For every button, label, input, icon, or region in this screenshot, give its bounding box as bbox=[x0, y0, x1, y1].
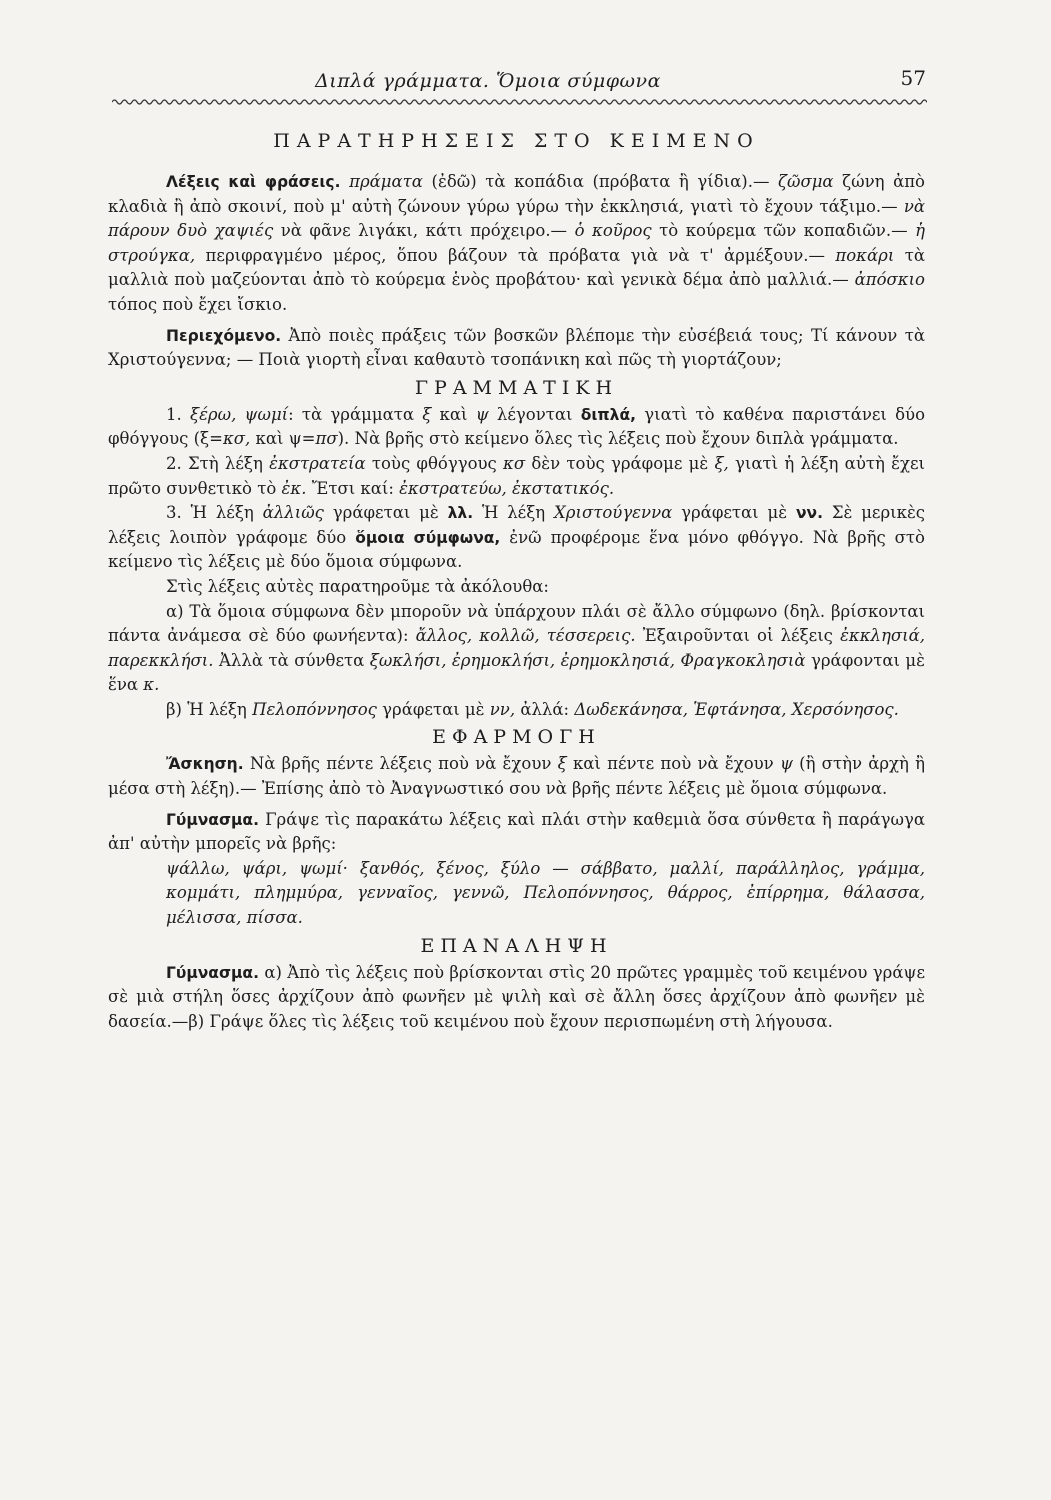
example-word: Πελοπόννησος bbox=[252, 699, 377, 719]
rule-text: καὶ ψ= bbox=[255, 429, 316, 449]
example-word: ἀλλιῶς bbox=[262, 503, 324, 523]
exercise-text: (ἢ στὴν ἀρχὴ ἢ μέσα στὴ λέξη).— Ἐπίσης ἀπὸ τὸ Ἀναγνωστικό σου νὰ βρῆς πέντε λέξεις μὲ ὅμοια σύμφωνα. bbox=[108, 754, 926, 799]
content-paragraph bbox=[108, 324, 925, 373]
review-heading: ΕΠΑΝΑΛΗΨΗ bbox=[420, 934, 613, 957]
rule-text: γράφονται μὲ ἕνα bbox=[108, 650, 926, 695]
rule-text: Ἡ λέξη bbox=[190, 503, 254, 523]
vocab-term: νὰ πάρουν δυὸ χαψιές bbox=[108, 196, 925, 241]
letter-xi: ξ bbox=[422, 404, 432, 424]
wavy-rule-line bbox=[112, 100, 927, 104]
letter-xi: ξ bbox=[557, 754, 567, 774]
drill-text: Γράψε τὶς παρακάτω λέξεις καὶ πλάι στὴν καθεμιὰ ὅσα σύνθετα ἢ παράγωγα ἀπ' αὐτὴν μπορεῖς νὰ βρῆς: bbox=[108, 809, 925, 854]
rule-text: λέγονται bbox=[496, 404, 573, 424]
drill-label: Γύμνασμα. bbox=[166, 810, 259, 829]
page-number: 57 bbox=[900, 66, 926, 90]
term-bold: διπλά, bbox=[580, 405, 637, 424]
example-words: ἐκστρατεύω, ἐκστατικός. bbox=[399, 478, 615, 498]
example-word: ἐκστρατεία bbox=[269, 453, 366, 473]
rule-text: Ἀλλὰ τὰ σύνθετα bbox=[219, 650, 365, 670]
vocab-term: πράματα bbox=[349, 172, 423, 191]
example-words: ξωκλήσι, ἐρημοκλήσι, ἐρημοκλησιά, Φραγκοκλησιὰ bbox=[369, 650, 806, 670]
letter-psi: ψ bbox=[475, 404, 489, 424]
rule-number: 1. bbox=[166, 404, 182, 424]
running-title: Διπλά γράμματα. Ὅμοια σύμφωνα bbox=[315, 70, 661, 92]
letters-ll: λλ. bbox=[447, 504, 474, 523]
rule-text: καὶ bbox=[439, 404, 468, 424]
vocab-label: Λέξεις καὶ φράσεις. bbox=[166, 173, 341, 191]
letter-psi: ψ bbox=[779, 754, 793, 774]
prefix-ek: ἐκ. bbox=[281, 478, 307, 498]
vocab-def: τὸ κούρεμα τῶν κοπαδιῶν.— bbox=[659, 221, 908, 241]
rule-text: γράφεται μὲ bbox=[681, 503, 788, 523]
rule-text: Ἐξαιροῦνται οἱ λέξεις bbox=[642, 626, 833, 646]
letter-k: κ. bbox=[143, 675, 160, 695]
rule-text: γράφεται μὲ bbox=[332, 503, 439, 523]
grammar-rule-3 bbox=[108, 501, 925, 575]
vocab-def: (ἐδῶ) τὰ κοπάδια (πρόβατα ἢ γίδια).— bbox=[431, 172, 770, 191]
rule-text: τοὺς φθόγγους bbox=[371, 453, 497, 473]
rule-text: : τὰ γράμματα bbox=[288, 404, 414, 424]
vocab-def: περιφραγμένο μέρος, ὅπου βάζουν τὰ πρόβατα γιὰ νὰ τ' ἀρμέξουν.— bbox=[205, 245, 825, 265]
rule-text: γιατὶ ἡ λέξη αὐτὴ ἔχει πρῶτο συνθετικὸ τὸ bbox=[108, 453, 925, 498]
drill-paragraph bbox=[108, 808, 925, 857]
letters-ps: πσ bbox=[315, 429, 338, 449]
grammar-rule-1 bbox=[108, 403, 925, 452]
review-label: Γύμνασμα. bbox=[166, 963, 259, 982]
review-paragraph bbox=[108, 961, 925, 1035]
rule-text: Ἔτσι καί: bbox=[311, 478, 394, 498]
rule-number: 3. bbox=[166, 503, 182, 523]
application-heading: ΕΦΑΡΜΟΓΗ bbox=[432, 726, 601, 749]
vocab-term: ἡ στρούγκα, bbox=[108, 221, 925, 265]
vocab-paragraph bbox=[108, 170, 925, 318]
page-body bbox=[108, 126, 925, 1034]
grammar-heading: ΓΡΑΜΜΑΤΙΚΗ bbox=[414, 376, 619, 399]
letter-xi: ξ, bbox=[714, 453, 729, 473]
grammar-point-a bbox=[108, 600, 925, 698]
example-words: ξέρω, ψωμί bbox=[189, 404, 289, 424]
example-words: ἐκκλησιά, παρεκκλήσι. bbox=[108, 626, 926, 670]
rule-text: Ἡ λέξη bbox=[481, 503, 546, 523]
letters-ks: κσ bbox=[503, 453, 526, 473]
example-words: ἄλλος, κολλῶ, τέσσερεις. bbox=[415, 626, 636, 646]
vocab-term: ἀπόσκιο bbox=[854, 270, 925, 290]
rule-text: ἀλλά: bbox=[520, 699, 570, 719]
vocab-term: ζῶσμα bbox=[778, 172, 834, 191]
content-text: Ἀπὸ ποιὲς πράξεις τῶν βοσκῶν βλέπομε τὴν εὐσέβειά τους; Τί κάνουν τὰ Χριστούγεννα; — Ποιὰ γιορτὴ εἶναι καθαυτὸ τσοπάνικη καὶ πῶς τὴ γιορτάζουν; bbox=[108, 325, 925, 370]
vocab-term: ποκάρι bbox=[835, 245, 895, 265]
vocab-def: ζώνη ἀπὸ κλαδιὰ ἢ ἀπὸ σκοινί, ποὺ μ' αὐτὴ ζώνουν γύρω γύρω τὴν ἐκκλησιά, γιατὶ τὸ ἔχουν τάξιμο.— bbox=[108, 172, 925, 216]
rule-text: γιατὶ τὸ καθένα παριστάνει δύο φθόγγους (ξ= bbox=[108, 404, 926, 449]
letters-nn: νν, bbox=[489, 699, 516, 719]
notes-heading: ΠΑΡΑΤΗΡΗΣΕΙΣ ΣΤΟ ΚΕΙΜΕΝΟ bbox=[273, 130, 760, 152]
letters-nn: νν. bbox=[795, 504, 823, 523]
rule-number: 2. bbox=[166, 453, 182, 473]
exercise-label: Ἄσκηση. bbox=[166, 755, 244, 774]
wavy-rule bbox=[112, 96, 927, 108]
drill-word-list: ψάλλω, ψάρι, ψωμί· ξανθός, ξένος, ξύλο — σάββατο, μαλλί, παράλληλος, γράμμα, κομμάτι, πλημμύρα, γενναῖος, γεννῶ, Πελοπόννησος, θάρρος, ἐπίρρημα, θάλασσα, μέλισσα, πίσσα. bbox=[166, 858, 925, 928]
rule-text: ἐνῶ προφέρομε ἕνα μόνο φθόγγο. Νὰ βρῆς στὸ κείμενο τὶς λέξεις μὲ δύο ὅμοια σύμφωνα. bbox=[108, 527, 925, 572]
vocab-def: τόπος ποὺ ἔχει ἴσκιο. bbox=[108, 294, 288, 314]
term-bold: ὅμοια σύμφωνα, bbox=[355, 528, 501, 547]
exercise-text: καὶ πέντε ποὺ νὰ ἔχουν bbox=[572, 754, 774, 774]
rule-text: ). Νὰ βρῆς στὸ κείμενο ὅλες τὶς λέξεις ποὺ ἔχουν διπλὰ γράμματα. bbox=[337, 429, 899, 449]
example-words: Δωδεκάνησα, Ἑφτάνησα, Χερσόνησος. bbox=[574, 699, 899, 719]
rule-text: Στὴ λέξη bbox=[187, 453, 263, 473]
vocab-def: τὰ μαλλιὰ ποὺ μαζεύονται ἀπὸ τὸ κούρεμα ἑνὸς προβάτου· καὶ γενικὰ δέμα ἀπὸ μαλλιά.— bbox=[108, 245, 926, 290]
grammar-point-b bbox=[108, 698, 925, 723]
rule-text: α) Τὰ ὅμοια σύμφωνα δὲν μποροῦν νὰ ὑπάρχουν πλάι σὲ ἄλλο σύμφωνο (δηλ. βρίσκονται πάντα ἀνάμεσα σὲ δύο φωνήεντα): bbox=[108, 601, 925, 646]
rule-text: γράφεται μὲ bbox=[382, 699, 485, 719]
exercise-text: Νὰ βρῆς πέντε λέξεις ποὺ νὰ ἔχουν bbox=[249, 754, 552, 774]
vocab-term: ὁ κοῦρος bbox=[574, 221, 652, 241]
exercise-paragraph bbox=[108, 752, 925, 801]
example-word: Χριστούγεννα bbox=[554, 503, 673, 523]
rule-text: β) Ἡ λέξη bbox=[166, 699, 247, 719]
grammar-intro: Στὶς λέξεις αὐτὲς παρατηροῦμε τὰ ἀκόλουθα: bbox=[166, 576, 549, 596]
rule-text: Σὲ μερικὲς λέξεις λοιπὸν γράφομε δύο bbox=[108, 503, 926, 547]
content-label: Περιεχόμενο. bbox=[166, 326, 282, 345]
grammar-rule-2 bbox=[108, 452, 925, 501]
rule-text: δὲν τοὺς γράφομε μὲ bbox=[531, 453, 709, 473]
review-text: α) Ἀπὸ τὶς λέξεις ποὺ βρίσκονται στὶς 20 πρῶτες γραμμὲς τοῦ κειμένου γράψε σὲ μιὰ στήλη ὅσες ἀρχίζουν ἀπὸ φωνῆεν μὲ ψιλὴ καὶ σὲ ἄλλη ὅσες ἀρχίζουν ἀπὸ φωνῆεν μὲ δασεία.—β) Γράψε ὅλες τὶς λέξεις τοῦ κειμένου ποὺ ἔχουν περισπωμένη στὴ λήγουσα. bbox=[108, 962, 925, 1031]
vocab-def: νὰ φᾶνε λιγάκι, κάτι πρόχειρο.— bbox=[280, 221, 568, 241]
running-header bbox=[110, 66, 926, 96]
letters-ks: κσ, bbox=[222, 429, 251, 449]
